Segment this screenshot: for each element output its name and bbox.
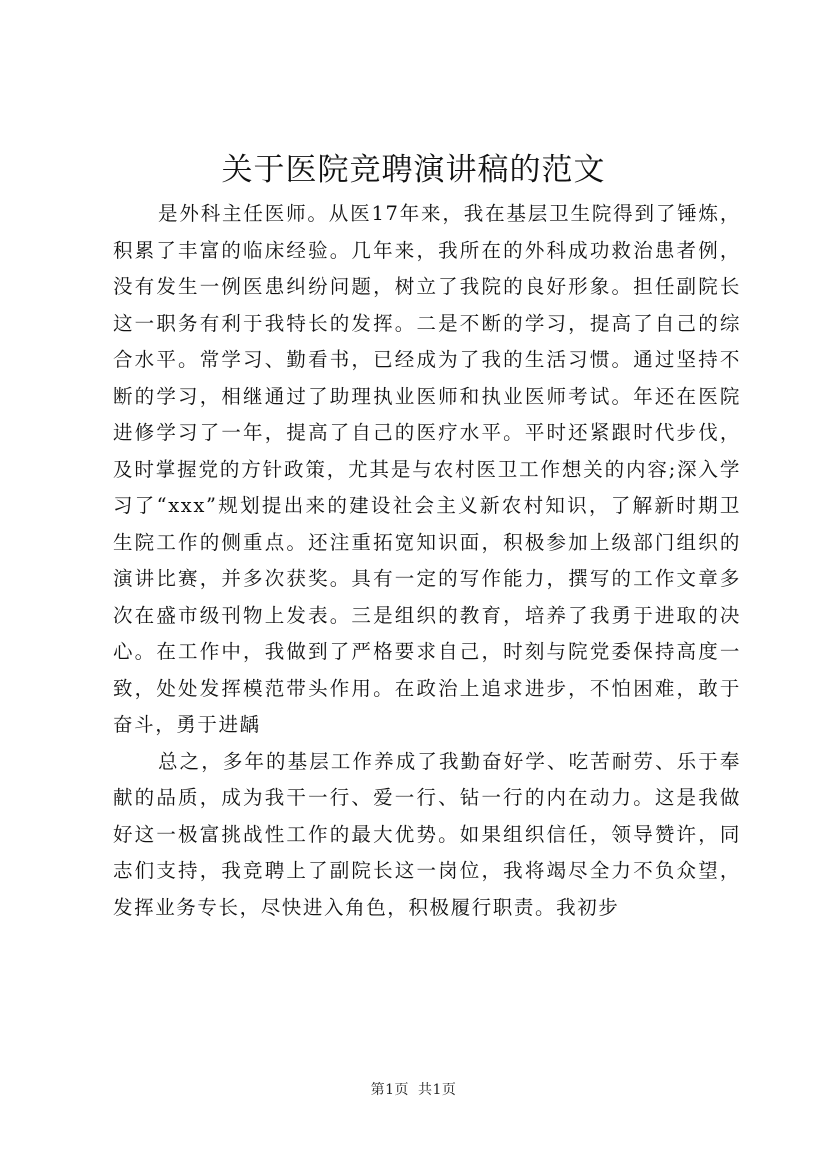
paragraph: 总之，多年的基层工作养成了我勤奋好学、吃苦耐劳、乐于奉献的品质，成为我干一行、爱一行、钻一行的内在动力。这是我做好这一极富挑战性工作的最大优势。如果组织信任，领导赞许，同志们支持，我竞聘上了副院长这一岗位，我将竭尽全力不负众望，发挥业务专长，尽快进入角色，积极履行职责。我初步 <box>113 749 741 919</box>
paragraph: 是外科主任医师。从医17年来，我在基层卫生院得到了锤炼，积累了丰富的临床经验。几年来，我所在的外科成功救治患者例，没有发生一例医患纠纷问题，树立了我院的良好形象。担任副院长这一职务有利于我特长的发挥。二是不断的学习，提高了自己的综合水平。常学习、勤看书，已经成为了我的生活习惯。通过坚持不断的学习，相继通过了助理执业医师和执业医师考试。年还在医院进修学习了一年，提高了自己的医疗水平。平时还紧跟时代步伐，及时掌握党的方针政策，尤其是与农村医卫工作想关的内容;深入学习了“xxx”规划提出来的建设社会主义新农村知识，了解新时期卫生院工作的侧重点。还注重拓宽知识面，积极参加上级部门组织的演讲比赛，并多次获奖。具有一定的写作能力，撰写的工作文章多次在盛市级刊物上发表。三是组织的教育，培养了我勇于进取的决心。在工作中，我做到了严格要求自己，时刻与院党委保持高度一致，处处发挥模范带头作用。在政治上追求进步，不怕困难，敢于奋斗，勇于进龋 <box>113 202 741 736</box>
page-total: 共1页 <box>417 1082 457 1098</box>
page-number: 第1页 <box>370 1082 410 1098</box>
document-body <box>113 196 741 926</box>
document-title: 关于医院竞聘演讲稿的范文 <box>221 152 606 188</box>
page-footer <box>0 1080 827 1100</box>
